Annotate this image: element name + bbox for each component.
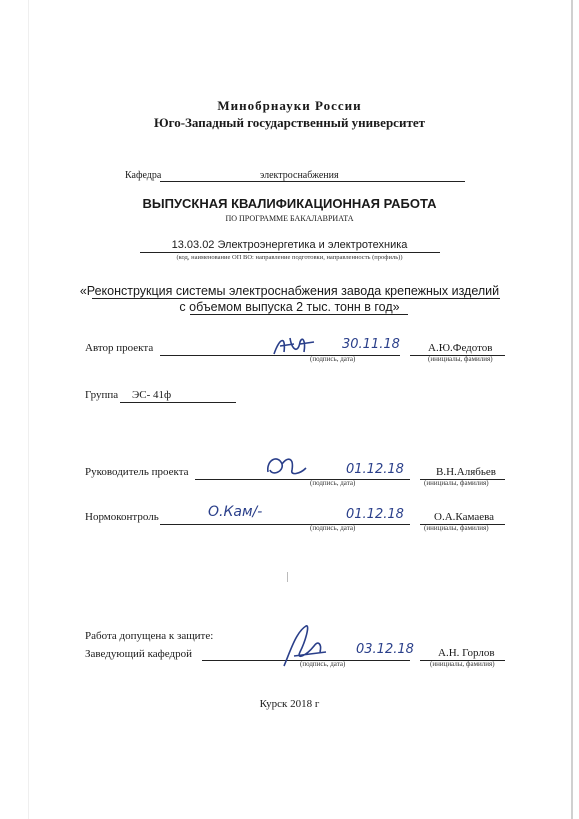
normcontrol-name: О.А.Камаева — [434, 511, 495, 523]
normcontrol-label: Нормоконтроль — [85, 511, 159, 523]
department-label: Кафедра — [125, 170, 162, 181]
topic-line-2: с объемом выпуска 2 тыс. тонн в год» — [179, 300, 400, 314]
supervisor-date: 01.12.18 — [346, 462, 404, 477]
normcontrol-handwritten-signature: О.Кам/- — [208, 504, 263, 520]
ministry-title: Минобрнауки России — [217, 98, 362, 113]
topic-underline-2 — [190, 314, 408, 315]
author-date: 30.11.18 — [342, 337, 400, 352]
topic-line-1: «Реконструкция системы электроснабжения завода крепежных изделий — [79, 284, 500, 298]
group-line — [120, 402, 236, 403]
approval-name: А.Н. Горлов — [438, 647, 495, 659]
group-value: ЭС- 41ф — [132, 389, 172, 401]
supervisor-sign-caption: (подпись, дата) — [310, 479, 356, 487]
university-title: Юго-Западный государственный университет — [154, 115, 425, 130]
approval-sign-caption: (подпись, дата) — [300, 660, 346, 668]
work-type-title: ВЫПУСКНАЯ КВАЛИФИКАЦИОННАЯ РАБОТА — [142, 196, 437, 211]
approval-date: 03.12.18 — [356, 642, 414, 657]
author-name: А.Ю.Федотов — [428, 342, 493, 354]
supervisor-signature — [262, 452, 312, 482]
topic-underline-1 — [92, 298, 500, 299]
author-sign-caption: (подпись, дата) — [310, 355, 356, 363]
department-value: электроснабжения — [260, 170, 339, 181]
supervisor-name-caption: (инициалы, фамилия) — [424, 479, 489, 487]
approval-admitted: Работа допущена к защите: — [85, 630, 214, 642]
program-line — [140, 252, 440, 253]
normcontrol-date: 01.12.18 — [346, 507, 404, 522]
author-label: Автор проекта — [85, 342, 154, 354]
author-name-caption: (инициалы, фамилия) — [428, 355, 493, 363]
work-type-subtitle: ПО ПРОГРАММЕ БАКАЛАВРИАТА — [225, 214, 354, 223]
normcontrol-sign-line — [160, 524, 410, 525]
normcontrol-sign-caption: (подпись, дата) — [310, 524, 356, 532]
approval-name-caption: (инициалы, фамилия) — [430, 660, 495, 668]
approval-label: Заведующий кафедрой — [85, 648, 192, 660]
scan-mark — [287, 572, 288, 582]
department-line — [160, 181, 465, 182]
group-label: Группа — [85, 389, 119, 401]
city-year: Курск 2018 г — [259, 698, 320, 710]
supervisor-label: Руководитель проекта — [85, 466, 189, 478]
supervisor-name: В.Н.Алябьев — [436, 466, 496, 478]
program-value: 13.03.02 Электроэнергетика и электротехника — [171, 239, 408, 251]
normcontrol-name-caption: (инициалы, фамилия) — [424, 524, 489, 532]
program-caption: (код, наименование ОП ВО: направление подготовки, направленность (профиль)) — [176, 254, 403, 261]
